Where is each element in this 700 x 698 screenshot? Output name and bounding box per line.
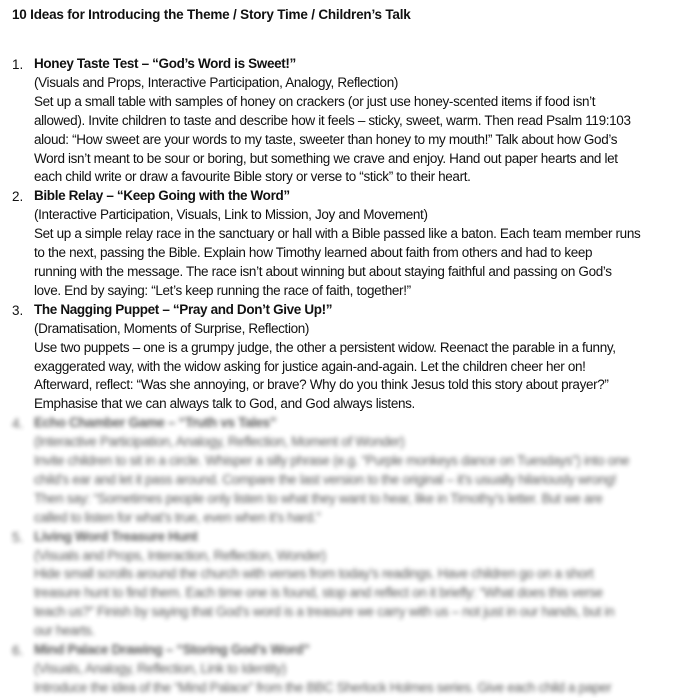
item-text-line: teach us?” Finish by saying that God’s word is a treasure we carry with us – not just in our hands, but in — [34, 604, 615, 620]
item-tags: (Visuals, Analogy, Reflection, Link to Identity) — [34, 661, 287, 676]
item-text-line: called to listen for what’s true, even when it’s hard.” — [34, 509, 321, 525]
item-text-line: Afterward, reflect: “Was she annoying, or brave? Why do you think Jesus told this story about prayer?” — [34, 377, 609, 393]
idea-item — [0, 641, 700, 698]
item-body — [34, 414, 700, 527]
ideas-list — [0, 55, 700, 698]
item-text-line: aloud: “How sweet are your words to my taste, sweeter than honey to my mouth!” Talk about how God’s — [34, 131, 618, 147]
item-title: Living Word Treasure Hunt — [34, 528, 198, 544]
item-tags: (Interactive Participation, Visuals, Link to Mission, Joy and Movement) — [34, 207, 428, 223]
item-text-line: running with the message. The race isn’t about winning but about staying faithful and passing on God’s — [34, 263, 612, 279]
item-tags: (Dramatisation, Moments of Surprise, Reflection) — [34, 320, 310, 336]
item-title: Mind Palace Drawing – “Storing God’s Word” — [34, 642, 310, 658]
idea-item — [0, 528, 700, 641]
item-body — [34, 187, 700, 300]
item-number: 5. — [12, 529, 24, 545]
idea-item — [0, 187, 700, 300]
item-tags: (Visuals and Props, Interactive Participation, Analogy, Reflection) — [34, 74, 399, 90]
document-title: 10 Ideas for Introducing the Theme / Story Time / Children’s Talk — [12, 7, 411, 22]
item-text-line: love. End by saying: “Let’s keep running the race of faith, together!” — [34, 282, 411, 298]
idea-item — [0, 301, 700, 414]
item-title: Honey Taste Test – “God’s Word is Sweet!” — [34, 56, 296, 71]
item-body — [34, 641, 700, 698]
item-text-line: Then say: “Sometimes people only listen to what they want to hear, like in Timothy’s letter. But we are — [34, 490, 603, 506]
item-body — [34, 301, 700, 414]
item-text-line: Set up a simple relay race in the sanctuary or hall with a Bible passed like a baton. Each team member runs — [34, 226, 641, 242]
item-title: Echo Chamber Game – “Truth vs Tales” — [34, 415, 277, 431]
item-text-line: to the next, passing the Bible. Explain how Timothy learned about faith from others and had to keep — [34, 245, 593, 261]
item-text-line: child’s ear and let it pass around. Compare the last version to the original – it’s usually hilariously wrong! — [34, 471, 617, 487]
item-text-line: our hearts. — [34, 623, 95, 639]
item-text-line: Set up a small table with samples of honey on crackers (or just use honey-scented items if food isn’t — [34, 93, 596, 109]
item-number: 4. — [12, 416, 24, 432]
item-text-line: Invite children to sit in a circle. Whisper a silly phrase (e.g. “Purple monkeys dance on Tuesdays”) into one — [34, 453, 630, 469]
item-body — [34, 528, 700, 641]
idea-item — [0, 414, 700, 527]
item-text-line: each child write or draw a favourite Bible story or verse to “stick” to their heart. — [34, 169, 471, 185]
item-text-line: allowed). Invite children to taste and describe how it feels – sticky, sweet, warm. Then read Psalm 119:103 — [34, 112, 631, 128]
item-tags: (Interactive Participation, Analogy, Reflection, Moment of Wonder) — [34, 434, 405, 450]
item-number: 6. — [12, 643, 24, 659]
idea-item — [0, 55, 700, 187]
item-number: 3. — [12, 302, 24, 318]
item-title: Bible Relay – “Keep Going with the Word” — [34, 188, 290, 204]
item-text-line: Use two puppets – one is a grumpy judge, the other a persistent widow. Reenact the parable in a funny, — [34, 339, 616, 355]
item-text-line: exaggerated way, with the widow asking for justice again-and-again. Let the children cheer her on! — [34, 358, 586, 374]
item-tags: (Visuals and Props, Interaction, Reflection, Wonder) — [34, 547, 326, 563]
item-number: 2. — [12, 189, 24, 205]
item-title: The Nagging Puppet – “Pray and Don’t Give Up!” — [34, 301, 333, 317]
item-text-line: Hide small scrolls around the church with verses from today’s readings. Have children go on a short — [34, 566, 594, 582]
item-text-line: Emphasise that we can always talk to God, and God always listens. — [34, 396, 415, 412]
item-text-line: Word isn’t meant to be sour or boring, but something we crave and enjoy. Hand out paper hearts and let — [34, 150, 618, 166]
item-number: 1. — [12, 57, 24, 72]
item-body — [34, 55, 700, 187]
item-text-line: Introduce the idea of the “Mind Palace” from the BBC Sherlock Holmes series. Give each child a paper — [34, 679, 612, 695]
item-text-line: treasure hunt to find them. Each time one is found, stop and reflect on it briefly: “What does this verse — [34, 585, 603, 601]
